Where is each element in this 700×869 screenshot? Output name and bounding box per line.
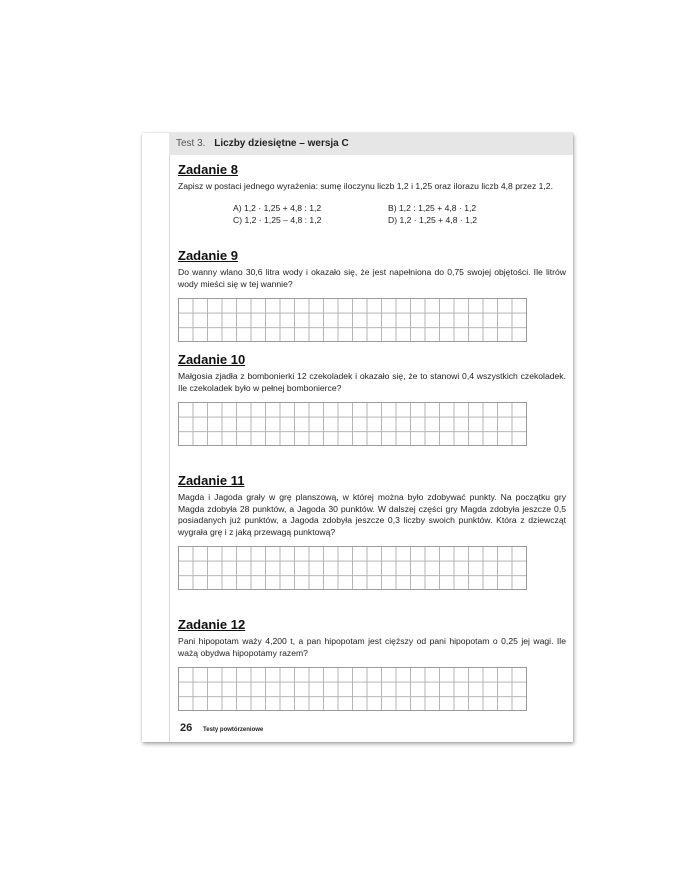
task-title: Zadanie 10 <box>178 352 246 367</box>
answer-options <box>178 203 566 227</box>
workbook-page <box>142 133 573 742</box>
task-text: Magda i Jagoda grały w grę planszową, w której można było zdobywać punkty. Na początku gry Magda zdobyła 28 punktów, a Jagoda 30 punktów. W dalszej części gry Magda zdobyła jeszcze 0,5 posiadanych już punktów, a Jagoda zdobyła jeszcze 0,3 liczby swoich punktów. Która z dziewcząt wygrała grę i z jaką przewagą punktową? <box>178 492 566 537</box>
answer-grid[interactable] <box>178 546 527 590</box>
option-b[interactable]: B) 1,2 : 1,25 + 4,8 · 1,2 <box>388 202 477 213</box>
task-10 <box>178 352 566 446</box>
test-title: Liczby dziesiętne – wersja C <box>214 138 349 149</box>
task-text: Pani hipopotam waży 4,200 t, a pan hipopotam jest cięższy od pani hipopotam o 0,25 jej wagi. Ile ważą obydwa hipopotamy razem? <box>178 636 566 658</box>
task-text: Do wanny wlano 30,6 litra wody i okazało się, że jest napełniona do 0,75 swojej objętości. Ile litrów wody mieści się w tej wannie? <box>178 267 566 289</box>
page-number: 26 <box>180 722 193 734</box>
answer-grid[interactable] <box>178 298 527 342</box>
task-9 <box>178 248 566 342</box>
answer-grid[interactable] <box>178 402 527 446</box>
page-side-strip <box>142 133 170 742</box>
task-12 <box>178 617 566 711</box>
footer-label: Testy powtórzeniowe <box>203 727 264 733</box>
task-title: Zadanie 11 <box>178 473 245 488</box>
option-a[interactable]: A) 1,2 · 1,25 + 4,8 : 1,2 <box>233 202 322 213</box>
page-footer <box>180 722 263 734</box>
task-title: Zadanie 8 <box>178 162 238 177</box>
task-8 <box>178 162 566 227</box>
option-d[interactable]: D) 1,2 · 1,25 + 4,8 · 1,2 <box>388 214 478 225</box>
task-11 <box>178 473 566 590</box>
task-text: Zapisz w postaci jednego wyrażenia: sumę iloczynu liczb 1,2 i 1,25 oraz ilorazu liczb 4,8 przez 1,2. <box>178 181 553 191</box>
option-c[interactable]: C) 1,2 · 1,25 – 4,8 : 1,2 <box>233 214 322 225</box>
test-label: Test 3. <box>176 138 206 149</box>
page-header <box>169 133 573 155</box>
task-text: Małgosia zjadła z bombonierki 12 czekoladek i okazało się, że to stanowi 0,4 wszystkich czekoladek. Ile czekoladek było w pełnej bombonierce? <box>178 371 566 393</box>
task-title: Zadanie 12 <box>178 617 246 632</box>
task-title: Zadanie 9 <box>178 248 238 263</box>
answer-grid[interactable] <box>178 667 527 711</box>
